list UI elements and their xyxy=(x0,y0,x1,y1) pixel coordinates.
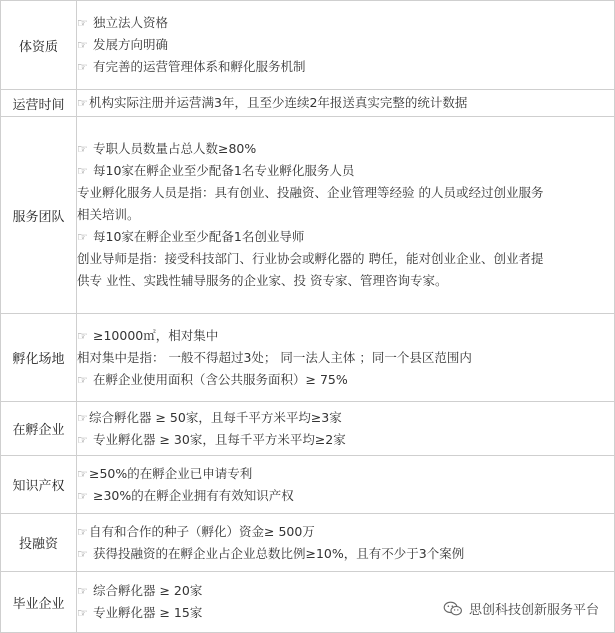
pointing-hand-icon: ☞ xyxy=(77,16,88,30)
requirement-cell xyxy=(77,90,615,117)
requirement-line xyxy=(77,248,614,270)
pointing-hand-icon: ☞ xyxy=(77,372,88,387)
requirement-text: 获得投融资的在孵企业占企业总数比例≥10%，且有不少于3个案例 xyxy=(93,545,465,561)
requirement-text: 每10家在孵企业至少配备1名创业导师 xyxy=(93,229,305,244)
requirement-text: 专职人员数量占总人数≥80% xyxy=(93,141,257,156)
pointing-hand-icon: ☞ xyxy=(77,488,88,503)
requirement-line xyxy=(77,12,614,34)
category-label: 服务团队 xyxy=(1,117,77,314)
requirement-line xyxy=(77,463,614,485)
table-row xyxy=(1,117,615,314)
category-label: 在孵企业 xyxy=(1,402,77,456)
requirement-text: 综合孵化器 ≥ 50家，且每千平方米平均≥3家 xyxy=(89,409,342,425)
pointing-hand-icon: ☞ xyxy=(77,546,88,561)
requirement-line xyxy=(77,347,614,369)
pointing-hand-icon: ☞ xyxy=(77,328,88,343)
pointing-hand-icon: ☞ xyxy=(77,432,88,447)
category-label: 毕业企业 xyxy=(1,572,77,633)
requirement-text: 综合孵化器 ≥ 20家 xyxy=(93,583,203,598)
requirement-text: ≥30%的在孵企业拥有有效知识产权 xyxy=(93,487,294,503)
requirement-line xyxy=(77,204,614,226)
requirement-text: ≥50%的在孵企业已申请专利 xyxy=(89,465,253,481)
table-body xyxy=(1,1,615,633)
category-label: 投融资 xyxy=(1,514,77,572)
pointing-hand-icon: ☞ xyxy=(77,584,88,598)
requirement-line xyxy=(77,521,614,543)
requirement-line xyxy=(77,429,614,451)
wechat-icon xyxy=(443,601,463,617)
requirement-text: 创业导师是指：接受科技部门、行业协会或孵化器的 聘任，能对创业企业、创业者提 xyxy=(77,251,544,266)
requirement-text: 独立法人资格 xyxy=(93,15,169,30)
pointing-hand-icon: ☞ xyxy=(77,466,88,481)
requirement-text: 在孵企业使用面积（含公共服务面积）≥ 75% xyxy=(93,371,348,387)
requirement-line xyxy=(77,56,614,78)
requirement-text: 自有和合作的种子（孵化）资金≥ 500万 xyxy=(89,523,315,539)
category-label: 体资质 xyxy=(1,1,77,90)
requirement-cell xyxy=(77,514,615,572)
requirement-text: 发展方向明确 xyxy=(93,37,169,52)
table-row xyxy=(1,1,615,90)
pointing-hand-icon: ☞ xyxy=(77,230,88,244)
requirement-cell xyxy=(77,314,615,402)
watermark xyxy=(441,599,601,618)
requirement-line xyxy=(77,34,614,56)
requirement-text: 有完善的运营管理体系和孵化服务机制 xyxy=(93,59,306,74)
requirement-text: 每10家在孵企业至少配备1名专业孵化服务人员 xyxy=(93,163,355,178)
pointing-hand-icon: ☞ xyxy=(77,606,88,620)
requirement-line xyxy=(77,226,614,248)
requirement-cell xyxy=(77,1,615,90)
requirement-cell xyxy=(77,402,615,456)
category-label: 知识产权 xyxy=(1,456,77,514)
requirement-text: 机构实际注册并运营满3年，且至少连续2年报送真实完整的统计数据 xyxy=(89,95,468,110)
watermark-text: 思创科技创新服务平台 xyxy=(468,603,599,618)
requirement-text: 专业孵化器 ≥ 30家，且每千平方米平均≥2家 xyxy=(93,431,346,447)
requirement-text: ≥10000㎡，相对集中 xyxy=(93,327,219,343)
pointing-hand-icon: ☞ xyxy=(77,164,88,178)
requirement-line xyxy=(77,138,614,160)
pointing-hand-icon: ☞ xyxy=(77,410,88,425)
requirement-text: 专业孵化服务人员是指：具有创业、投融资、企业管理等经验 的人员或经过创业服务 xyxy=(77,185,544,200)
pointing-hand-icon: ☞ xyxy=(77,142,88,156)
requirement-line xyxy=(77,407,614,429)
table-row xyxy=(1,514,615,572)
requirement-text: 相对集中是指： 一般不得超过3处； 同一法人主体 ；同一个县区范围内 xyxy=(77,349,472,365)
table-row xyxy=(1,314,615,402)
requirement-cell xyxy=(77,117,615,314)
requirement-line xyxy=(77,92,614,114)
requirement-text: 相关培训。 xyxy=(77,207,140,222)
table-row xyxy=(1,402,615,456)
table-row xyxy=(1,90,615,117)
pointing-hand-icon: ☞ xyxy=(77,524,88,539)
pointing-hand-icon: ☞ xyxy=(77,96,88,110)
requirement-line xyxy=(77,270,614,292)
requirement-line xyxy=(77,325,614,347)
requirement-line xyxy=(77,160,614,182)
requirement-line xyxy=(77,485,614,507)
requirement-line xyxy=(77,369,614,391)
category-label: 运营时间 xyxy=(1,90,77,117)
requirement-cell xyxy=(77,456,615,514)
category-label: 孵化场地 xyxy=(1,314,77,402)
pointing-hand-icon: ☞ xyxy=(77,60,88,74)
table-row xyxy=(1,456,615,514)
requirement-text: 供专 业性、实践性辅导服务的企业家、投 资专家、管理咨询专家。 xyxy=(77,273,448,288)
requirement-text: 专业孵化器 ≥ 15家 xyxy=(93,605,203,620)
requirement-line xyxy=(77,543,614,565)
requirement-line xyxy=(77,182,614,204)
pointing-hand-icon: ☞ xyxy=(77,38,88,52)
